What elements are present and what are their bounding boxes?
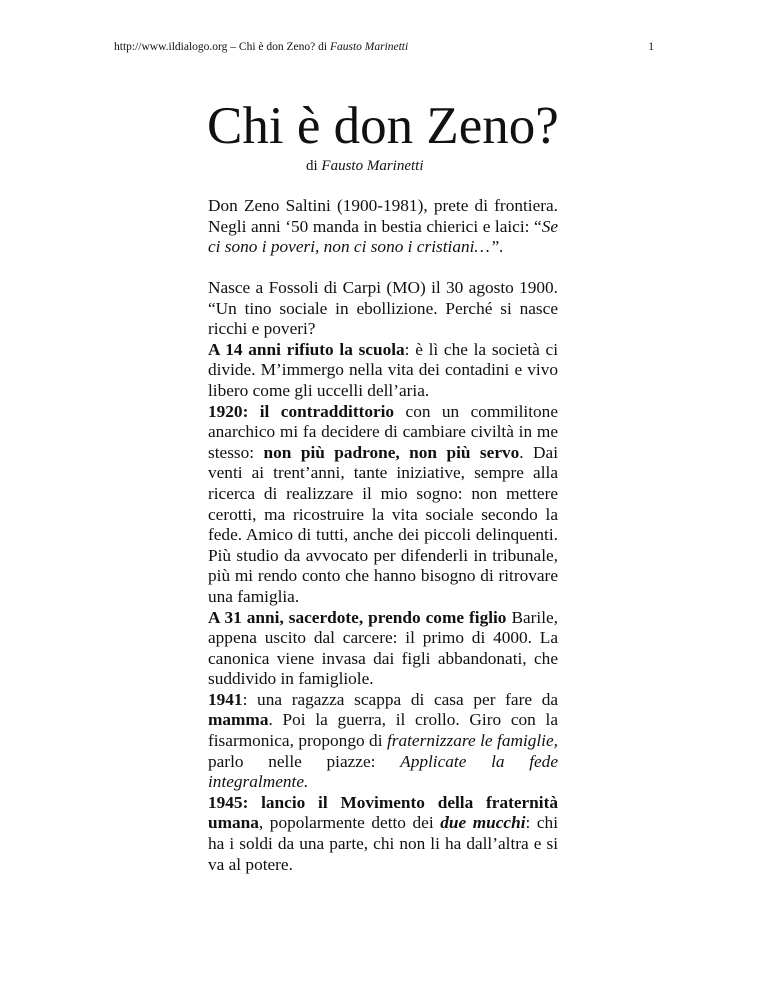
paragraph-1945 bbox=[208, 793, 558, 875]
intro-quote: Se ci sono i poveri, non ci sono i cristiani…”. bbox=[208, 216, 558, 257]
year-1941-heading: 1941 bbox=[208, 689, 243, 709]
document-title: Chi è don Zeno? bbox=[207, 97, 559, 155]
birth-text: Nasce a Fossoli di Carpi (MO) il 30 agosto 1900. “Un tino sociale in ebollizione. Perché si nasce ricchi e poveri? bbox=[208, 278, 558, 339]
year-1920-text-b: . Dai venti ai trent’anni, tante iniziative, sempre alla ricerca di realizzare il mio sogno: non mettere cerotti, ma ricostruire la vita sociale secondo la fede. Amico di tutti, anche dei piccoli delinquenti. Più studio da avvocato per difenderli in tribunale, più mi rendo conto che hanno bisogno di ritrovare una famiglia. bbox=[208, 442, 559, 606]
year-1941-text-a: : una ragazza scappa di casa per fare da bbox=[242, 689, 558, 709]
body-text bbox=[208, 278, 558, 875]
age-14-heading: A 14 anni rifiuto la scuola bbox=[208, 339, 405, 359]
year-1941-mamma: mamma bbox=[208, 710, 269, 730]
byline-di: di bbox=[306, 158, 322, 174]
header-author: Fausto Marinetti bbox=[329, 41, 409, 53]
year-1945-text-b: : chi ha i soldi da una parte, chi non li ha dall’altra e si va al potere. bbox=[208, 813, 559, 874]
paragraph-birth bbox=[208, 278, 558, 340]
year-1920-heading: 1920: il contraddittorio bbox=[208, 401, 395, 421]
year-1941-text-c: parlo nelle piazze: bbox=[208, 751, 401, 771]
page-number: 1 bbox=[648, 41, 654, 53]
year-1945-due-mucchi: due mucchi bbox=[440, 813, 526, 833]
header-source bbox=[114, 41, 408, 53]
year-1945-text-a: , popolarmente detto dei bbox=[258, 813, 441, 833]
header-url: http://www.ildialogo.org bbox=[114, 41, 228, 53]
paragraph-1941 bbox=[208, 690, 558, 793]
age-31-heading: A 31 anni, sacerdote, prendo come figlio bbox=[208, 607, 507, 627]
year-1941-italic: fraternizzare le famiglie, bbox=[386, 731, 558, 751]
header-doc-title: – Chi è don Zeno? di bbox=[227, 41, 330, 53]
intro-text: Don Zeno Saltini (1900-1981), prete di frontiera. Negli anni ‘50 manda in bestia chierici e laici: “ bbox=[208, 196, 558, 236]
age-14-text: : è lì che la società ci divide. M’immergo nella vita dei contadini e vivo libero come gli uccelli dell’aria. bbox=[208, 339, 559, 400]
year-1920-motto: non più padrone, non più servo bbox=[263, 442, 520, 462]
page-header bbox=[114, 41, 654, 53]
byline bbox=[306, 158, 424, 175]
year-1941-italic-2: Applicate la fede integralmente. bbox=[208, 751, 558, 792]
intro-paragraph bbox=[208, 196, 558, 258]
paragraph-1920 bbox=[208, 402, 558, 608]
paragraph-age-14 bbox=[208, 340, 558, 402]
byline-author: Fausto Marinetti bbox=[321, 158, 424, 174]
year-1941-text-b: . Poi la guerra, il crollo. Giro con la fisarmonica, propongo di bbox=[208, 710, 558, 751]
year-1945-heading: 1945: lancio il Movimento della fraternità umana bbox=[208, 792, 558, 833]
age-31-text: Barile, appena uscito dal carcere: il primo di 4000. La canonica viene invasa dai figli abbandonati, che suddivido in famigliole. bbox=[208, 607, 558, 689]
paragraph-age-31 bbox=[208, 608, 558, 690]
year-1920-text-a: con un commilitone anarchico mi fa decidere di cambiare civiltà in me stesso: bbox=[208, 401, 558, 462]
